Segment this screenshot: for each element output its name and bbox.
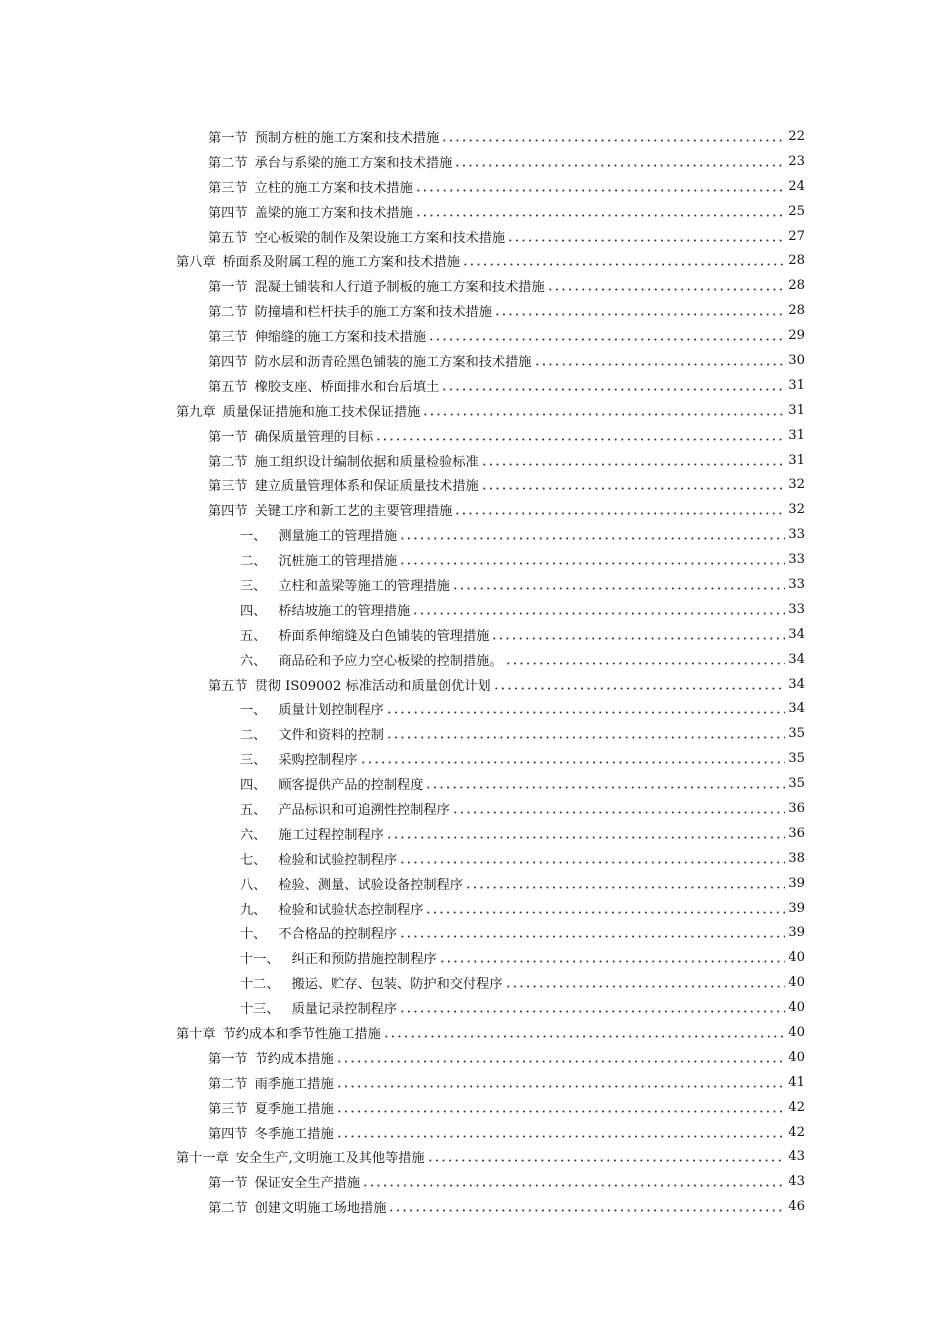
toc-section-entry[interactable]	[0, 1070, 950, 1095]
toc-entry-label	[240, 899, 423, 918]
toc-entry-number: 八、	[240, 877, 267, 893]
toc-entry-title: 确保质量管理的目标	[254, 429, 374, 445]
toc-entry-title: 节约成本措施	[254, 1051, 334, 1067]
toc-entry-title: 检验和试验状态控制程序	[278, 902, 424, 918]
toc-entry-number: 第三节	[208, 479, 248, 495]
toc-entry-page-number: 43	[788, 1149, 805, 1165]
toc-subsection-entry[interactable]	[0, 846, 950, 871]
toc-entry-page-number: 33	[788, 576, 805, 592]
toc-entry-label	[240, 998, 397, 1017]
dot-leader	[493, 687, 785, 690]
toc-entry-page-number: 34	[788, 701, 805, 717]
toc-entry-title: 搬运、贮存、包装、防护和交付程序	[291, 977, 503, 993]
dot-leader	[360, 761, 786, 764]
toc-entry-page-number: 27	[788, 228, 805, 244]
toc-entry-label	[240, 774, 423, 793]
toc-entry-title: 保证安全生产措施	[254, 1176, 361, 1192]
toc-section-entry[interactable]	[0, 423, 950, 448]
dot-leader	[415, 214, 785, 217]
toc-chapter-entry[interactable]	[0, 1020, 950, 1045]
toc-entry-number: 第四节	[208, 354, 248, 370]
dot-leader	[336, 1110, 785, 1113]
dot-leader	[399, 861, 785, 864]
toc-entry-number: 第一节	[208, 130, 248, 146]
toc-section-entry[interactable]	[0, 124, 950, 149]
dot-leader	[452, 811, 785, 814]
toc-subsection-entry[interactable]	[0, 871, 950, 896]
toc-entry-page-number: 39	[788, 875, 805, 891]
toc-entry-title: 施工组织设计编制依据和质量检验标准	[254, 454, 479, 470]
toc-entry-number: 第一节	[208, 1176, 248, 1192]
toc-subsection-entry[interactable]	[0, 771, 950, 796]
toc-entry-title: 关键工序和新工艺的主要管理措施	[254, 504, 453, 520]
toc-section-entry[interactable]	[0, 1095, 950, 1120]
toc-entry-page-number: 28	[788, 303, 805, 319]
toc-entry-page-number: 34	[788, 651, 805, 667]
toc-entry-label	[240, 525, 397, 544]
toc-entry-number: 二、	[240, 728, 267, 744]
toc-entry-title: 桥结坡施工的管理措施	[278, 603, 411, 619]
toc-subsection-entry[interactable]	[0, 522, 950, 547]
toc-entry-page-number: 36	[788, 800, 805, 816]
toc-subsection-entry[interactable]	[0, 572, 950, 597]
toc-entry-page-number: 34	[788, 676, 805, 692]
toc-entry-number: 九、	[240, 902, 267, 918]
toc-entry-label	[240, 824, 384, 843]
dot-leader	[425, 911, 785, 914]
toc-entry-label	[176, 401, 420, 420]
toc-entry-page-number: 36	[788, 825, 805, 841]
dot-leader	[491, 637, 785, 640]
toc-chapter-entry[interactable]	[0, 398, 950, 423]
toc-entry-title: 建立质量管理体系和保证质量技术措施	[254, 479, 479, 495]
toc-entry-page-number: 31	[788, 402, 805, 418]
toc-entry-page-number: 24	[788, 178, 805, 194]
toc-entry-title: 贯彻 IS09002 标准活动和质量创优计划	[254, 678, 491, 694]
toc-entry-number: 第二节	[208, 155, 248, 171]
toc-entry-page-number: 34	[788, 626, 805, 642]
toc-entry-page-number: 40	[788, 950, 805, 966]
toc-entry-number: 三、	[240, 753, 267, 769]
toc-entry-page-number: 39	[788, 925, 805, 941]
toc-section-entry[interactable]	[0, 497, 950, 522]
toc-entry-number: 第四节	[208, 205, 248, 221]
toc-entry-label	[208, 1172, 360, 1191]
toc-entry-number: 第二节	[208, 454, 248, 470]
toc-chapter-entry[interactable]	[0, 248, 950, 273]
toc-entry-title: 夏季施工措施	[254, 1101, 334, 1117]
toc-entry-number: 第二节	[208, 1201, 248, 1217]
dot-leader	[454, 512, 785, 515]
toc-entry-page-number: 43	[788, 1174, 805, 1190]
dot-leader	[386, 836, 785, 839]
toc-entry-page-number: 42	[788, 1124, 805, 1140]
toc-entry-number: 第五节	[208, 230, 248, 246]
toc-entry-title: 沉桩施工的管理措施	[278, 554, 398, 570]
dot-leader	[439, 960, 785, 963]
toc-entry-page-number: 28	[788, 253, 805, 269]
toc-entry-label	[176, 1023, 381, 1042]
toc-section-entry[interactable]	[0, 373, 950, 398]
toc-entry-title: 预制方桩的施工方案和技术措施	[254, 130, 440, 146]
toc-entry-label	[208, 1073, 334, 1092]
dot-leader	[462, 263, 785, 266]
dot-leader	[336, 1135, 785, 1138]
toc-entry-title: 桥面系伸缩缝及白色铺装的管理措施	[278, 628, 490, 644]
toc-entry-number: 第十章	[176, 1027, 216, 1042]
dot-leader	[481, 487, 785, 490]
toc-entry-number: 第二节	[208, 1076, 248, 1092]
toc-subsection-entry[interactable]	[0, 622, 950, 647]
toc-entry-title: 不合格品的控制程序	[278, 927, 398, 943]
dot-leader	[505, 662, 785, 665]
toc-entry-page-number: 30	[788, 352, 805, 368]
dot-leader	[412, 612, 785, 615]
toc-entry-title: 桥面系及附属工程的施工方案和技术措施	[222, 255, 460, 271]
toc-entry-number: 五、	[240, 628, 267, 644]
toc-entry-title: 混凝土铺装和人行道予制板的施工方案和技术措施	[254, 280, 545, 296]
dot-leader	[375, 438, 785, 441]
toc-entry-title: 冬季施工措施	[254, 1126, 334, 1142]
toc-entry-number: 第一节	[208, 1051, 248, 1067]
toc-entry-label	[176, 251, 460, 270]
toc-entry-page-number: 23	[788, 153, 805, 169]
toc-entry-number: 第一节	[208, 429, 248, 445]
toc-entry-label	[208, 351, 532, 370]
toc-entry-page-number: 32	[788, 502, 805, 518]
toc-entry-page-number: 42	[788, 1099, 805, 1115]
toc-entry-page-number: 28	[788, 278, 805, 294]
toc-entry-page-number: 31	[788, 377, 805, 393]
toc-entry-number: 第三节	[208, 330, 248, 346]
toc-entry-title: 安全生产,文明施工及其他等措施	[235, 1151, 425, 1167]
toc-subsection-entry[interactable]	[0, 995, 950, 1020]
toc-entry-title: 节约成本和季节性施工措施	[222, 1027, 381, 1042]
toc-entry-title: 盖梁的施工方案和技术措施	[254, 205, 413, 221]
dot-leader	[399, 935, 785, 938]
dot-leader	[441, 139, 785, 142]
toc-entry-label	[240, 550, 397, 569]
toc-entry-label	[240, 973, 503, 992]
dot-leader	[452, 587, 785, 590]
toc-entry-page-number: 32	[788, 477, 805, 493]
toc-entry-number: 第八章	[176, 255, 216, 271]
toc-entry-number: 第四节	[208, 1126, 248, 1142]
toc-entry-number: 二、	[240, 554, 267, 570]
dot-leader	[494, 313, 785, 316]
dot-leader	[427, 1159, 785, 1162]
toc-entry-title: 采购控制程序	[278, 753, 358, 769]
toc-entry-label	[240, 923, 397, 942]
toc-entry-page-number: 33	[788, 552, 805, 568]
toc-section-entry[interactable]	[0, 348, 950, 373]
toc-entry-label	[208, 1197, 386, 1216]
toc-section-entry[interactable]	[0, 1120, 950, 1145]
toc-entry-title: 纠正和预防措施控制程序	[291, 952, 437, 968]
dot-leader	[547, 288, 785, 291]
toc-entry-label	[208, 152, 452, 171]
toc-entry-label	[208, 426, 373, 445]
toc-entry-label	[208, 1123, 334, 1142]
toc-section-entry[interactable]	[0, 273, 950, 298]
dot-leader	[481, 463, 785, 466]
toc-section-entry[interactable]	[0, 448, 950, 473]
toc-entry-title: 检验和试验控制程序	[278, 852, 398, 868]
toc-entry-label	[208, 500, 452, 519]
toc-entry-page-number: 40	[788, 975, 805, 991]
toc-entry-title: 质量保证措施和施工技术保证措施	[222, 404, 421, 420]
toc-entry-title: 承台与系梁的施工方案和技术措施	[254, 155, 453, 171]
toc-entry-page-number: 31	[788, 452, 805, 468]
toc-entry-number: 十、	[240, 927, 267, 943]
toc-entry-page-number: 40	[788, 1049, 805, 1065]
dot-leader	[428, 338, 785, 341]
toc-subsection-entry[interactable]	[0, 597, 950, 622]
toc-entry-label	[208, 675, 491, 694]
toc-section-entry[interactable]	[0, 298, 950, 323]
toc-entry-title: 质量记录控制程序	[291, 1002, 398, 1018]
dot-leader	[507, 239, 785, 242]
toc-entry-page-number: 33	[788, 527, 805, 543]
toc-entry-label	[208, 475, 479, 494]
dot-leader	[386, 711, 785, 714]
toc-subsection-entry[interactable]	[0, 696, 950, 721]
toc-entry-page-number: 40	[788, 1000, 805, 1016]
toc-entry-number: 七、	[240, 852, 267, 868]
toc-entry-title: 创建文明施工场地措施	[254, 1201, 387, 1217]
toc-entry-title: 防撞墙和栏杆扶手的施工方案和技术措施	[254, 305, 492, 321]
toc-entry-page-number: 25	[788, 203, 805, 219]
toc-entry-title: 文件和资料的控制	[278, 728, 384, 744]
toc-entry-title: 商品砼和予应力空心板梁的控制措施。	[278, 653, 503, 669]
dot-leader	[399, 537, 785, 540]
toc-section-entry[interactable]	[0, 1045, 950, 1070]
toc-entry-title: 顾客提供产品的控制程度	[278, 778, 424, 794]
toc-subsection-entry[interactable]	[0, 896, 950, 921]
dot-leader	[534, 363, 786, 366]
dot-leader	[386, 736, 785, 739]
dot-leader	[415, 189, 785, 192]
toc-section-entry[interactable]	[0, 472, 950, 497]
toc-entry-number: 十三、	[240, 1002, 280, 1018]
dot-leader	[465, 886, 785, 889]
toc-entry-label	[208, 127, 439, 146]
toc-entry-title: 检验、测量、试验设备控制程序	[278, 877, 463, 893]
toc-entry-number: 三、	[240, 578, 267, 594]
toc-entry-page-number: 35	[788, 751, 805, 767]
toc-entry-title: 防水层和沥青砼黑色铺装的施工方案和技术措施	[254, 354, 532, 370]
toc-entry-label	[240, 724, 384, 743]
toc-entry-page-number: 39	[788, 900, 805, 916]
toc-entry-label	[208, 1098, 334, 1117]
toc-entry-title: 伸缩缝的施工方案和技术措施	[254, 330, 426, 346]
toc-entry-label	[208, 202, 413, 221]
dot-leader	[399, 562, 785, 565]
toc-entry-label	[240, 575, 450, 594]
toc-subsection-entry[interactable]	[0, 821, 950, 846]
dot-leader	[388, 1209, 785, 1212]
toc-entry-label	[208, 301, 492, 320]
toc-entry-label	[208, 276, 545, 295]
toc-entry-page-number: 35	[788, 726, 805, 742]
toc-entry-page-number: 35	[788, 776, 805, 792]
toc-entry-label	[240, 874, 463, 893]
toc-entry-number: 第三节	[208, 1101, 248, 1117]
table-of-contents	[0, 124, 950, 1219]
toc-subsection-entry[interactable]	[0, 746, 950, 771]
dot-leader	[336, 1060, 785, 1063]
toc-entry-number: 第九章	[176, 404, 216, 420]
toc-subsection-entry[interactable]	[0, 945, 950, 970]
toc-section-entry[interactable]	[0, 174, 950, 199]
toc-entry-label	[240, 625, 489, 644]
toc-entry-label	[240, 948, 437, 967]
dot-leader	[422, 413, 785, 416]
toc-entry-label	[176, 1147, 425, 1166]
toc-section-entry[interactable]	[0, 199, 950, 224]
toc-entry-title: 橡胶支座、桥面排水和台后填土	[254, 379, 440, 395]
toc-entry-page-number: 41	[788, 1074, 805, 1090]
dot-leader	[454, 164, 785, 167]
toc-entry-title: 质量计划控制程序	[278, 703, 384, 719]
toc-entry-number: 第一节	[208, 280, 248, 296]
toc-entry-number: 一、	[240, 703, 267, 719]
dot-leader	[425, 786, 785, 789]
toc-entry-label	[208, 451, 479, 470]
toc-section-entry[interactable]	[0, 224, 950, 249]
toc-entry-number: 第十一章	[176, 1151, 229, 1167]
dot-leader	[399, 1010, 785, 1013]
toc-subsection-entry[interactable]	[0, 796, 950, 821]
toc-chapter-entry[interactable]	[0, 1145, 950, 1170]
toc-entry-label	[240, 699, 384, 718]
toc-entry-title: 施工过程控制程序	[278, 827, 384, 843]
toc-entry-label	[208, 227, 505, 246]
toc-entry-label	[240, 799, 450, 818]
toc-entry-title: 测量施工的管理措施	[278, 529, 398, 545]
toc-entry-label	[240, 600, 410, 619]
toc-entry-number: 第三节	[208, 180, 248, 196]
toc-entry-title: 立柱的施工方案和技术措施	[254, 180, 413, 196]
toc-entry-number: 四、	[240, 778, 267, 794]
toc-section-entry[interactable]	[0, 1194, 950, 1219]
toc-entry-number: 第五节	[208, 379, 248, 395]
toc-section-entry[interactable]	[0, 149, 950, 174]
toc-section-entry[interactable]	[0, 323, 950, 348]
toc-entry-page-number: 46	[788, 1199, 805, 1215]
toc-section-entry[interactable]	[0, 1169, 950, 1194]
toc-subsection-entry[interactable]	[0, 721, 950, 746]
toc-entry-number: 第五节	[208, 678, 248, 694]
toc-entry-number: 六、	[240, 827, 267, 843]
toc-subsection-entry[interactable]	[0, 921, 950, 946]
dot-leader	[505, 985, 785, 988]
toc-entry-label	[208, 376, 439, 395]
toc-entry-label	[240, 849, 397, 868]
dot-leader	[441, 388, 785, 391]
toc-entry-label	[208, 177, 413, 196]
toc-section-entry[interactable]	[0, 672, 950, 697]
toc-entry-number: 四、	[240, 603, 267, 619]
toc-subsection-entry[interactable]	[0, 970, 950, 995]
toc-entry-label	[240, 650, 503, 669]
dot-leader	[336, 1085, 785, 1088]
toc-entry-page-number: 33	[788, 601, 805, 617]
toc-entry-title: 空心板梁的制作及架设施工方案和技术措施	[254, 230, 506, 246]
toc-entry-number: 六、	[240, 653, 267, 669]
toc-entry-page-number: 29	[788, 328, 805, 344]
toc-entry-title: 立柱和盖梁等施工的管理措施	[278, 578, 450, 594]
toc-entry-title: 雨季施工措施	[254, 1076, 334, 1092]
toc-entry-label	[208, 1048, 334, 1067]
dot-leader	[362, 1184, 785, 1187]
toc-entry-number: 五、	[240, 802, 267, 818]
toc-entry-page-number: 40	[788, 1025, 805, 1040]
toc-entry-page-number: 22	[788, 128, 805, 144]
toc-entry-number: 第四节	[208, 504, 248, 520]
toc-entry-page-number: 38	[788, 850, 805, 866]
toc-entry-title: 产品标识和可追溯性控制程序	[278, 802, 450, 818]
toc-entry-label	[240, 749, 358, 768]
toc-entry-label	[208, 326, 426, 345]
toc-entry-number: 第二节	[208, 305, 248, 321]
toc-subsection-entry[interactable]	[0, 547, 950, 572]
toc-subsection-entry[interactable]	[0, 647, 950, 672]
dot-leader	[383, 1035, 785, 1038]
toc-entry-page-number: 31	[788, 427, 805, 443]
toc-entry-number: 十一、	[240, 952, 280, 968]
toc-entry-number: 一、	[240, 529, 267, 545]
toc-entry-number: 十二、	[240, 977, 280, 993]
